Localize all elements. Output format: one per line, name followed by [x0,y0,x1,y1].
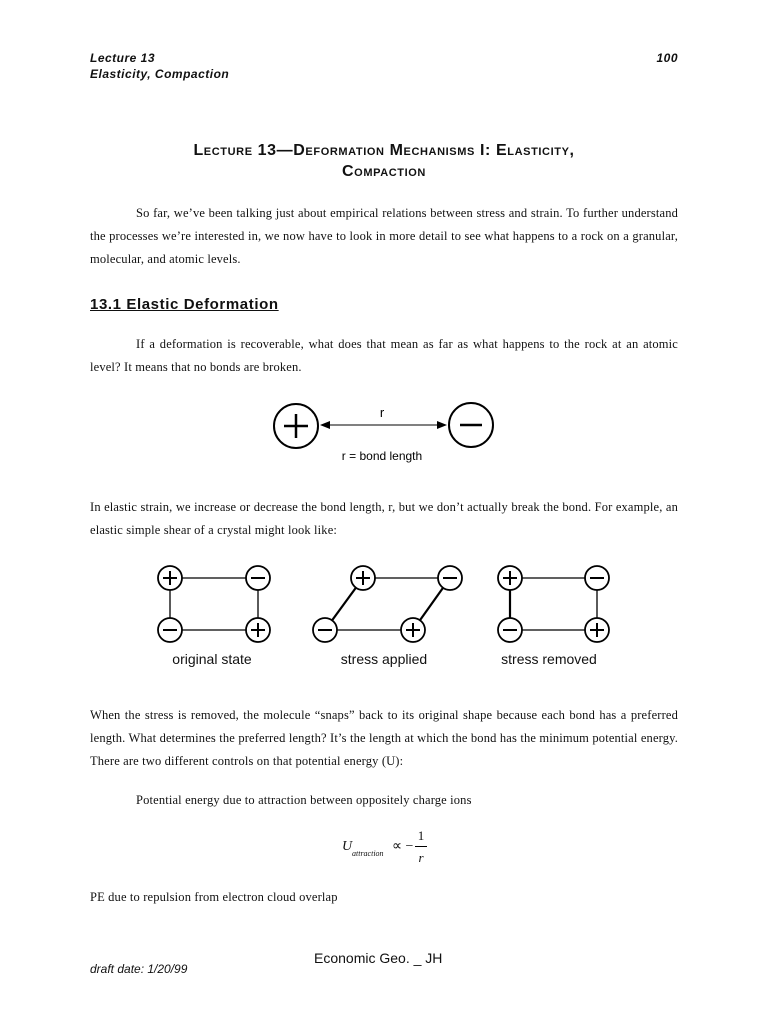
positive-ion [401,618,425,642]
double-arrow [320,421,447,429]
negative-ion [438,566,462,590]
equation-u: U [342,839,353,854]
stress-removed-diagram [498,566,609,642]
negative-ion [246,566,270,590]
equation-relation: ∝ − [392,839,414,854]
header-lecture: Lecture 13 [90,51,156,65]
stress-applied-diagram [313,566,462,642]
positive-ion [498,566,522,590]
r-label: r [379,405,385,420]
positive-ion [351,566,375,590]
repulsion-paragraph: PE due to repulsion from electron cloud overlap [90,890,338,904]
page-title-line-2: Compaction [342,163,426,180]
deformation-paragraph: If a deformation is recoverable, what does that mean as far as what happens to the rock at an atomic level? It means that no bonds are broken. [90,337,678,374]
elastic-strain-paragraph: In elastic strain, we increase or decrease the bond length, r, but we don’t actually break the bond. For example, an elastic simple shear of a crystal might look like: [90,500,678,537]
bond-length-caption: r = bond length [341,449,423,463]
negative-ion [498,618,522,642]
intro-paragraph: So far, we’ve been talking just about empirical relations between stress and strain. To further understand the processes we’re interested in, we now have to look in more detail to see what happens to a rock on a granular, molecular, and atomic levels. [90,206,678,266]
equation-numerator: 1 [417,828,425,843]
section-heading: 13.1 Elastic Deformation [90,296,279,313]
snap-back-paragraph: When the stress is removed, the molecule “snaps” back to its original shape because each bond has a preferred length. What determines the preferred length? It’s the length at which the bond has the minimum potential energy. There are two different controls on that potential energy (U): [90,708,678,768]
label-stress-removed: stress removed [501,651,597,667]
fraction-bar [415,846,427,847]
label-original-state: original state [172,651,252,667]
footer-course: Economic Geo. _ JH [314,950,443,966]
equation-denominator: r [418,850,424,865]
shear-diagram [150,560,620,645]
header-topic: Elasticity, Compaction [90,67,230,81]
page-title-line-1: Lecture 13—Deformation Mechanisms I: Elasticity, [193,142,575,159]
page-number: 100 [656,51,678,65]
negative-ion [158,618,182,642]
attraction-paragraph: Potential energy due to attraction between oppositely charge ions [136,793,472,807]
negative-ion [449,403,493,447]
positive-ion [585,618,609,642]
positive-ion [274,404,318,448]
negative-ion [585,566,609,590]
negative-ion [313,618,337,642]
attraction-equation [340,826,450,868]
original-state-diagram [158,566,270,642]
label-stress-applied: stress applied [340,651,428,667]
equation-subscript: attraction [352,849,384,858]
positive-ion [246,618,270,642]
footer-draft-date: draft date: 1/20/99 [90,962,188,976]
positive-ion [158,566,182,590]
bond-length-diagram [260,395,510,470]
